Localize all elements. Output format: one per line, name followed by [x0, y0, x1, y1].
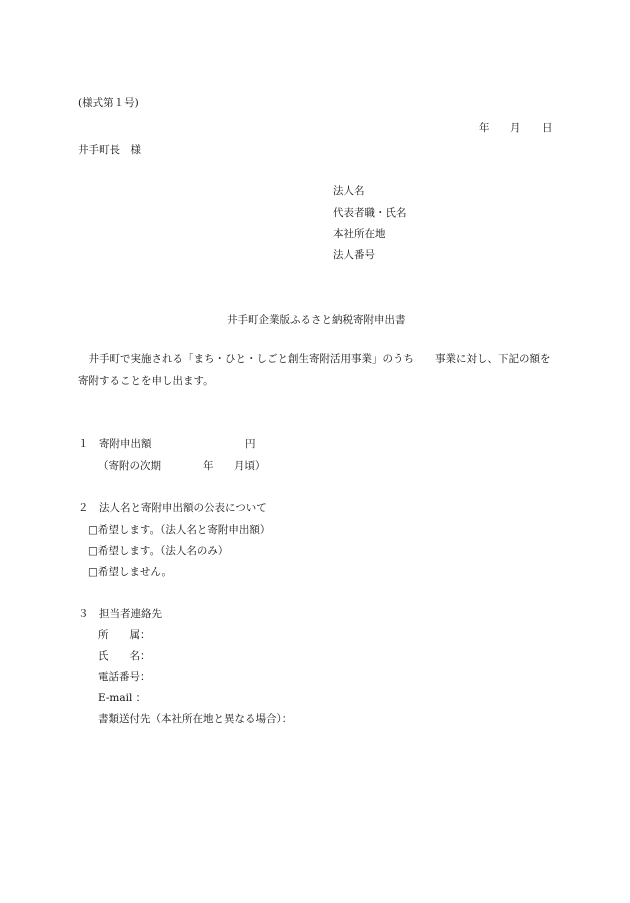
section3-heading: ３ 担当者連絡先 — [78, 608, 162, 620]
intro-line-1: 井手町で実施される「まち・ひと・しごと創生寄附活用事業」のうち 事業に対し、下記の額を — [78, 353, 551, 365]
contact-email: E-mail ： — [98, 692, 147, 704]
contact-phone: 電話番号： — [98, 671, 151, 683]
publish-option[interactable]: □希望します。（法人名と寄附申出額） — [88, 524, 271, 536]
intro-line-2: 寄附することを申し出ます。 — [78, 375, 214, 387]
applicant-corporate-number: 法人番号 — [333, 249, 375, 261]
contact-department: 所 属： — [98, 629, 151, 641]
applicant-address: 本社所在地 — [333, 228, 386, 240]
section1-timing-open: （寄附の次期 — [98, 460, 161, 472]
publish-option[interactable]: □希望します。（法人名のみ） — [88, 545, 229, 557]
date-year: 年 — [479, 122, 490, 134]
document-title: 井手町企業版ふるさと納税寄附申出書 — [227, 314, 406, 326]
publish-option[interactable]: □希望しません。 — [88, 566, 173, 578]
contact-mailing-address: 書類送付先（本社所在地と異なる場合）： — [98, 713, 293, 725]
section1-timing-year: 年 — [203, 460, 214, 472]
date-month: 月 — [510, 122, 521, 134]
form-number: (様式第１号) — [78, 97, 139, 109]
section1-timing-month: 月頃） — [234, 460, 266, 472]
section1-heading: １ 寄附申出額 — [78, 438, 152, 450]
section2-heading: ２ 法人名と寄附申出額の公表について — [78, 502, 267, 514]
applicant-company-name: 法人名 — [333, 185, 365, 197]
addressee: 井手町長 様 — [78, 144, 141, 156]
date-day: 日 — [542, 122, 553, 134]
applicant-representative: 代表者職・氏名 — [333, 207, 407, 219]
section1-yen: 円 — [245, 438, 256, 450]
contact-name: 氏 名： — [98, 650, 151, 662]
